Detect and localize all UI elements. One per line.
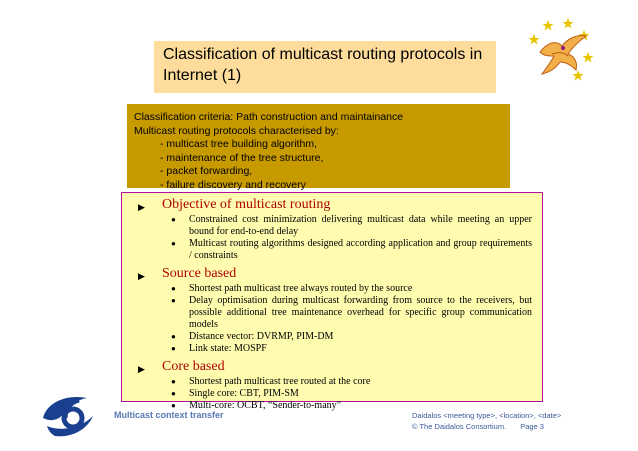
criteria-item: - failure discovery and recovery: [160, 178, 306, 191]
list-item: ● Link state: MOSPF: [171, 343, 267, 354]
section-core-based: [122, 355, 542, 412]
eu-bird-logo: [522, 12, 596, 86]
footer-meeting-line: Daidalos <meeting type>, <location>, <date>: [412, 411, 562, 420]
ipv6-logo: [37, 388, 99, 440]
triangle-right-icon: ▶: [138, 271, 145, 281]
footer-copyright: © The Daidalos Consortium.: [412, 422, 507, 431]
title-line-2: Internet (1): [163, 67, 242, 84]
triangle-right-icon: ▶: [138, 364, 145, 374]
list-item: ● Shortest path multicast tree routed at the core: [171, 376, 371, 387]
bullet-dot-icon: ●: [171, 332, 176, 341]
footer-title: Multicast context transfer: [114, 410, 224, 420]
triangle-right-icon: ▶: [138, 202, 145, 212]
list-item: ● Distance vector: DVRMP, PIM-DM: [171, 331, 334, 342]
list-item: ● Constrained cost minimization delivering multicast data while meeting an upper bound for end-to-end delay: [171, 214, 532, 237]
bullet-dot-icon: ●: [171, 296, 176, 305]
list-item: ● Multi-core: OCBT, “Sender-to-many”: [171, 400, 342, 411]
bullet-dot-icon: ●: [171, 401, 176, 410]
criteria-item: - multicast tree building algorithm,: [160, 138, 317, 150]
section-objective: [122, 193, 542, 262]
list-item: ● Single core: CBT, PIM-SM: [171, 388, 299, 399]
criteria-item: - packet forwarding,: [160, 165, 253, 177]
bullet-dot-icon: ●: [171, 389, 176, 398]
section-heading: Source based: [162, 266, 237, 281]
section-heading: Core based: [162, 359, 225, 374]
bullet-dot-icon: ●: [171, 344, 176, 353]
bullet-dot-icon: ●: [171, 215, 176, 224]
footer-info: [412, 410, 561, 432]
section-heading: Objective of multicast routing: [162, 197, 331, 212]
criteria-line-1: Classification criteria: Path construction and maintainance: [134, 111, 404, 123]
slide-title: [154, 41, 496, 93]
list-item: ● Delay optimisation during multicast forwarding from source to the receivers, but possible additional tree maintenance overhead for specific group communication models: [171, 295, 532, 330]
title-line-1: Classification of multicast routing protocols in: [163, 46, 483, 63]
content-box: [121, 192, 543, 411]
page-number: Page 3: [520, 422, 544, 431]
criteria-item: - maintenance of the tree structure,: [160, 151, 324, 164]
bullet-dot-icon: ●: [171, 377, 176, 386]
list-item: ● Shortest path multicast tree always routed by the source: [171, 283, 413, 294]
criteria-line-2: Multicast routing protocols characterised by:: [134, 124, 339, 137]
list-item: ● Multicast routing algorithms designed according application and group requirements / constraints: [171, 238, 532, 261]
bullet-dot-icon: ●: [171, 284, 176, 293]
section-source-based: [122, 262, 542, 355]
classification-criteria-box: [127, 104, 510, 191]
bullet-dot-icon: ●: [171, 239, 176, 248]
